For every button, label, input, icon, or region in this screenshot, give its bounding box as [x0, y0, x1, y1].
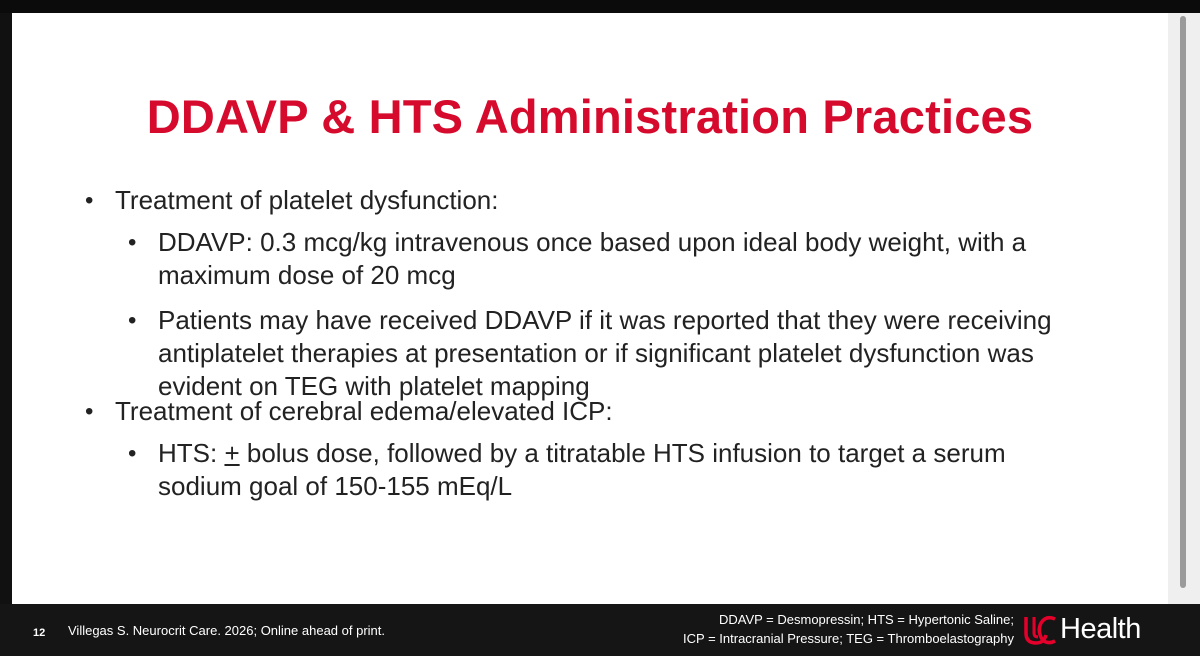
abbreviations	[683, 610, 1014, 648]
sub-bullet-patients	[128, 304, 1118, 403]
bullet-dot: •	[85, 187, 94, 214]
sub-bullet-line: antiplatelet therapies at presentation or if significant platelet dysfunction was	[158, 338, 1034, 368]
hts-prefix: HTS:	[158, 438, 225, 468]
plus-minus-sign: +	[224, 438, 240, 468]
abbrev-line: DDAVP = Desmopressin; HTS = Hypertonic Saline;	[718, 612, 1014, 627]
sub-bullet-hts	[128, 437, 1118, 503]
slide	[12, 13, 1168, 604]
bullet-dot: •	[128, 307, 137, 334]
uc-logo-icon	[1022, 613, 1058, 647]
scrollbar-thumb[interactable]	[1180, 16, 1186, 588]
sub-bullet-line: sodium goal of 150-155 mEq/L	[158, 471, 513, 501]
citation: Villegas S. Neurocrit Care. 2026; Online ahead of print.	[68, 623, 385, 638]
sub-bullet-ddavp	[128, 226, 1118, 292]
bullet-cerebral-edema	[85, 395, 1115, 428]
sub-bullet-line: Patients may have received DDAVP if it was reported that they were receiving	[158, 305, 1052, 335]
abbrev-line: ICP = Intracranial Pressure; TEG = Thromboelastography	[683, 631, 1014, 646]
bullet-text: Treatment of cerebral edema/elevated ICP:	[115, 396, 613, 426]
bullet-text: Treatment of platelet dysfunction:	[115, 185, 499, 215]
bullet-dot: •	[128, 229, 137, 256]
bullet-dot: •	[85, 398, 94, 425]
sub-bullet-line: evident on TEG with platelet mapping	[158, 371, 590, 401]
sub-bullet-line: DDAVP: 0.3 mcg/kg intravenous once based upon ideal body weight, with a	[158, 227, 1027, 257]
sub-bullet-line	[158, 437, 1118, 470]
hts-rest: bolus dose, followed by a titratable HTS infusion to target a serum	[239, 438, 1006, 468]
page-number: 12	[33, 627, 46, 639]
sub-bullet-line: maximum dose of 20 mcg	[158, 260, 456, 290]
logo-text: Health	[1060, 613, 1141, 645]
top-bar	[0, 0, 1200, 13]
slide-title: DDAVP & HTS Administration Practices	[146, 90, 1034, 143]
bullet-dot: •	[128, 440, 137, 467]
slide-footer	[0, 604, 1200, 656]
bullet-platelet	[85, 184, 1115, 217]
